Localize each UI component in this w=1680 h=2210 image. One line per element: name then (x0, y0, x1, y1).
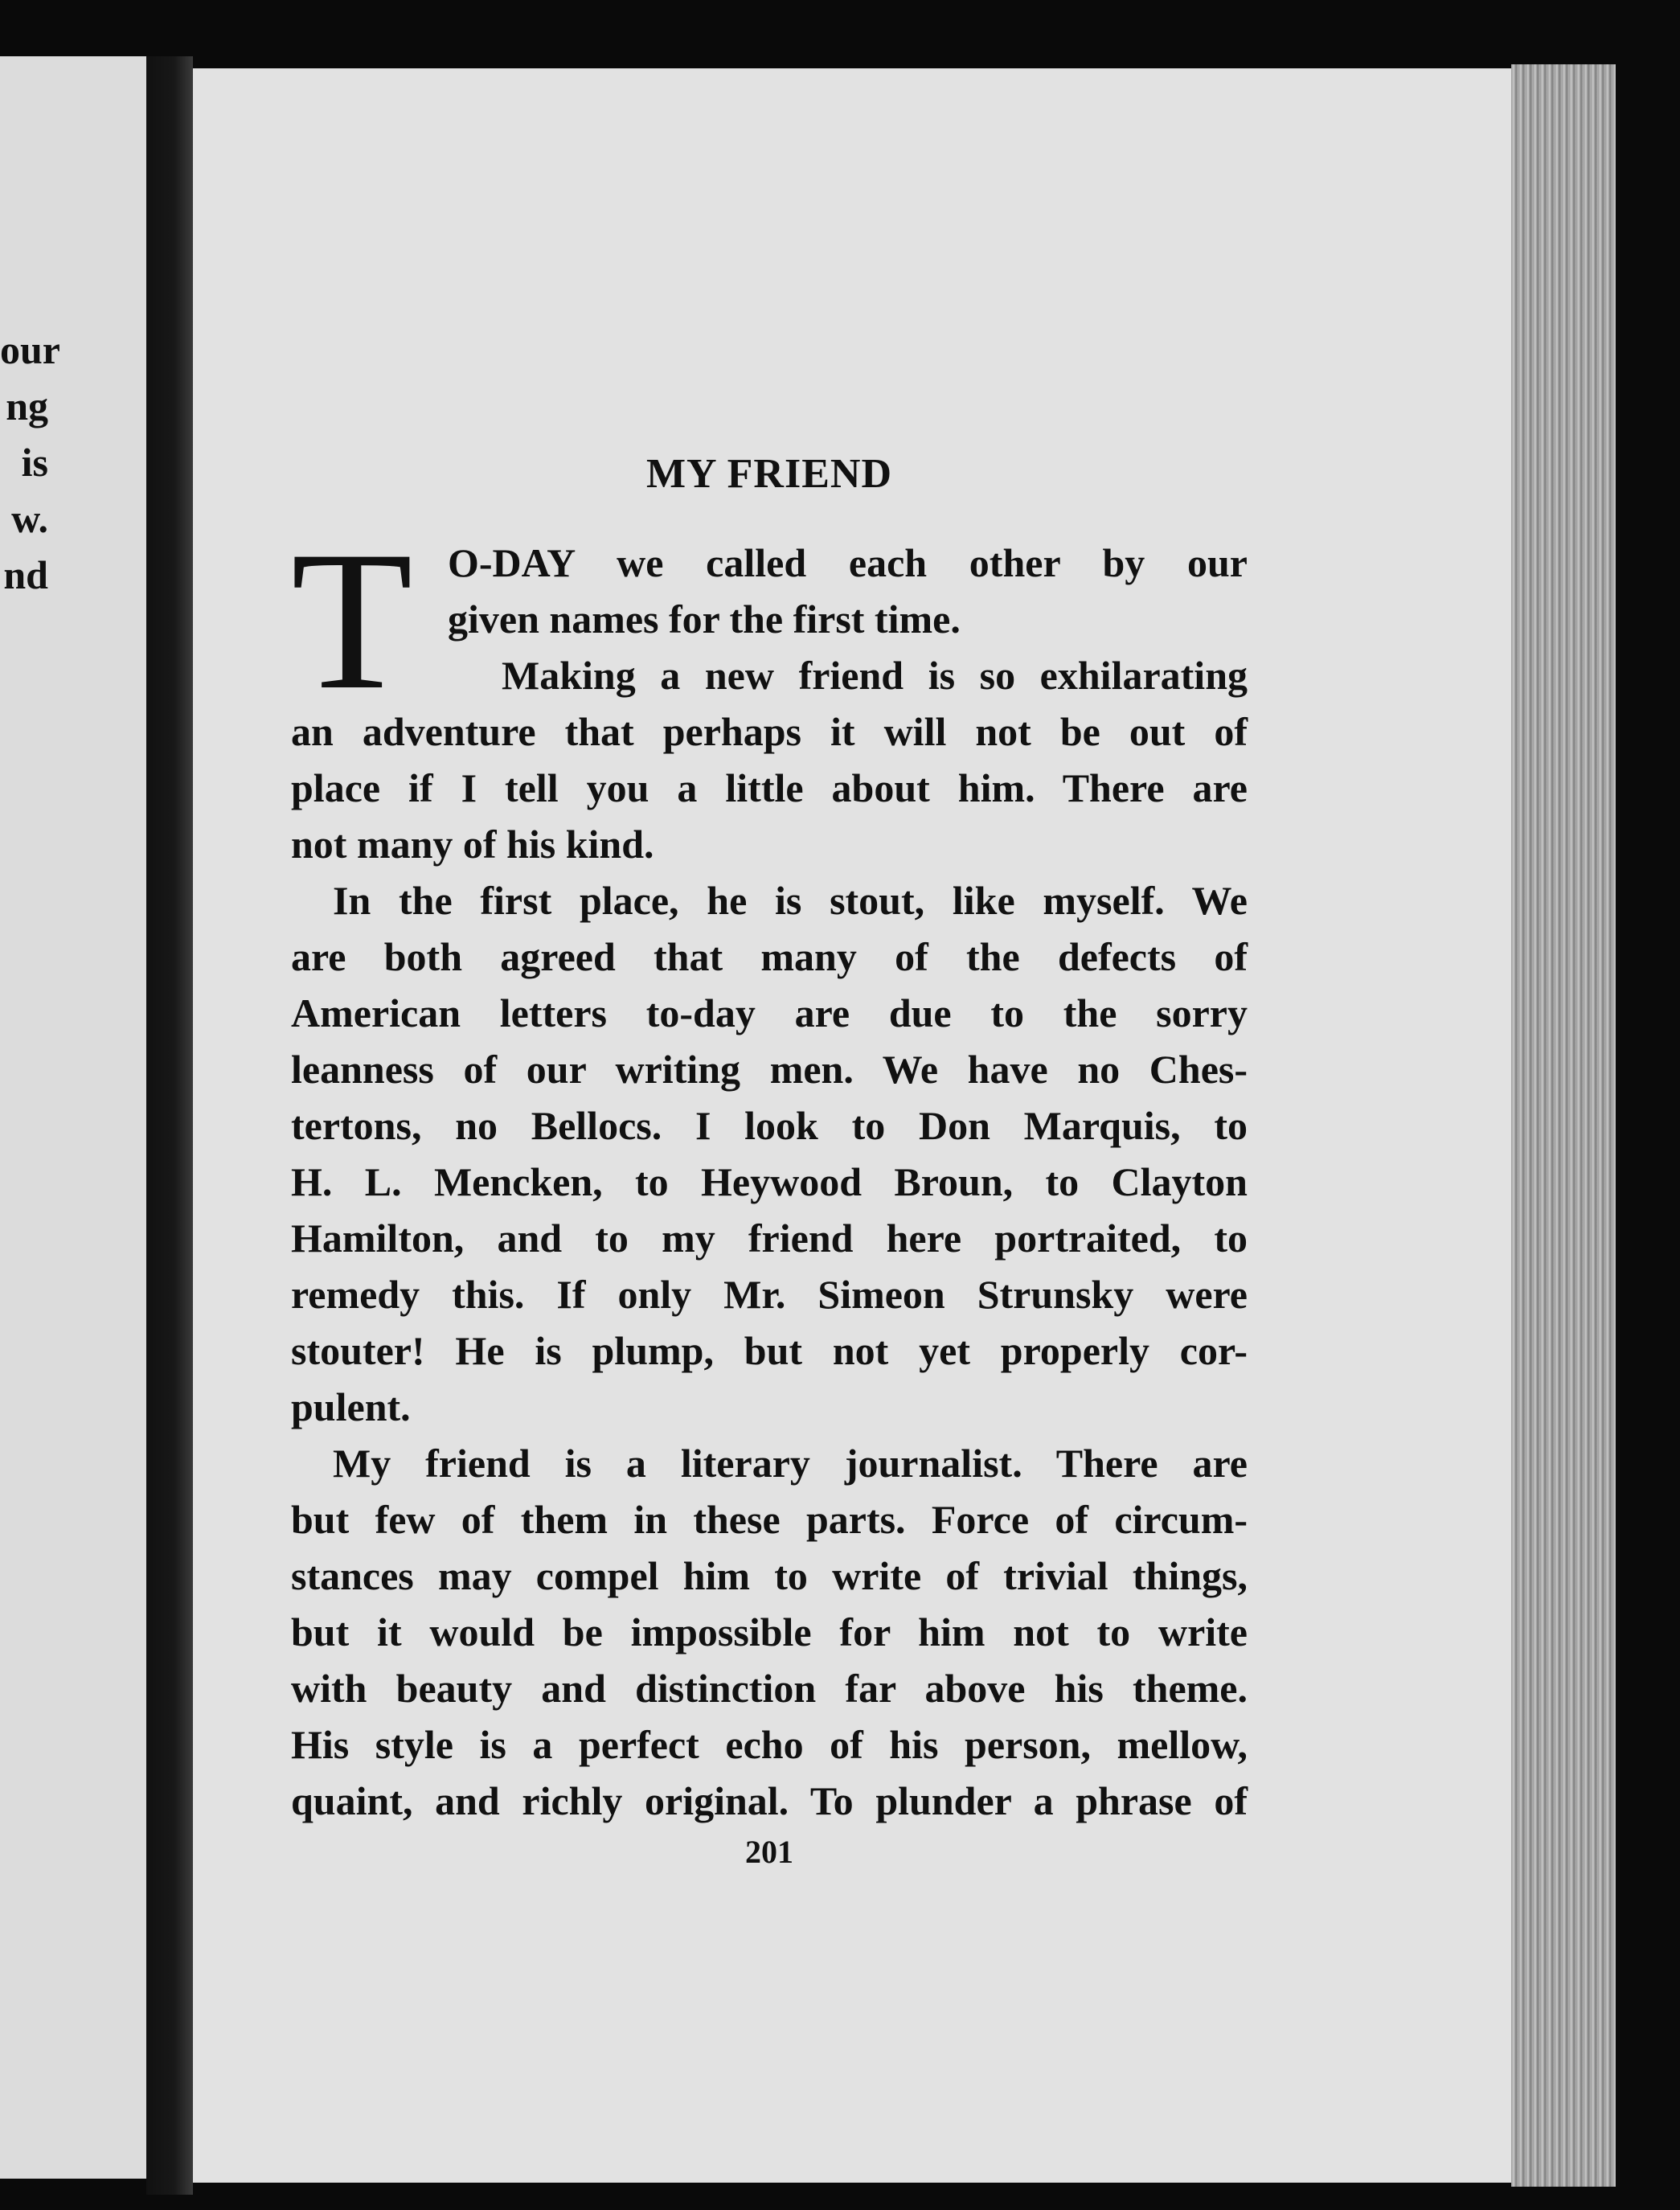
text-line: given names for the first time. (448, 597, 961, 642)
text-line: place if I tell you a little about him. There are (291, 765, 1248, 810)
text-line: remedy this. If only Mr. Simeon Strunsky were (291, 1272, 1248, 1317)
page-number: 201 (745, 1834, 793, 1870)
left-page-text-fragments (0, 322, 60, 603)
left-fragment-line: w. (11, 496, 48, 541)
text-line: O-DAY we called each other by our (448, 540, 1248, 585)
text-line: His style is a perfect echo of his person, mellow, (291, 1722, 1248, 1767)
scan-border (1616, 64, 1680, 2210)
text-line: an adventure that perhaps it will not be out of (291, 709, 1248, 754)
chapter-title: MY FRIEND (645, 451, 893, 497)
text-line: pulent. (291, 1384, 411, 1429)
text-line: but few of them in these parts. Force of circum- (291, 1497, 1248, 1542)
text-line: H. L. Mencken, to Heywood Broun, to Clayton (291, 1159, 1248, 1204)
text-line: not many of his kind. (291, 822, 654, 867)
left-fragment-line: ng (6, 383, 48, 428)
text-line: Making a new friend is so exhilarating (502, 653, 1248, 698)
text-line: stouter! He is plump, but not yet properly cor- (291, 1328, 1248, 1373)
left-fragment-line: our (0, 327, 60, 372)
text-line: In the first place, he is stout, like myself. We (333, 878, 1248, 923)
text-line: My friend is a literary journalist. There are (333, 1441, 1248, 1486)
left-fragment-line: nd (3, 552, 48, 597)
text-line: but it would be impossible for him not to write (291, 1609, 1248, 1654)
book-gutter-shadow (146, 56, 193, 2195)
text-line: Hamilton, and to my friend here portraited, to (291, 1216, 1248, 1261)
page-edges (1511, 64, 1616, 2187)
text-line: with beauty and distinction far above his theme. (291, 1666, 1248, 1711)
text-line: stances may compel him to write of trivial things, (291, 1553, 1248, 1598)
left-facing-page (0, 56, 146, 2179)
text-line: quaint, and richly original. To plunder a phrase of (291, 1778, 1248, 1823)
text-line: leanness of our writing men. We have no Ches- (291, 1047, 1248, 1092)
text-line: are both agreed that many of the defects of (291, 934, 1248, 979)
drop-cap: T (291, 510, 413, 731)
left-fragment-line: is (21, 440, 48, 485)
text-line: tertons, no Bellocs. I look to Don Marquis, to (291, 1103, 1248, 1148)
text-line: American letters to-day are due to the sorry (291, 990, 1248, 1035)
